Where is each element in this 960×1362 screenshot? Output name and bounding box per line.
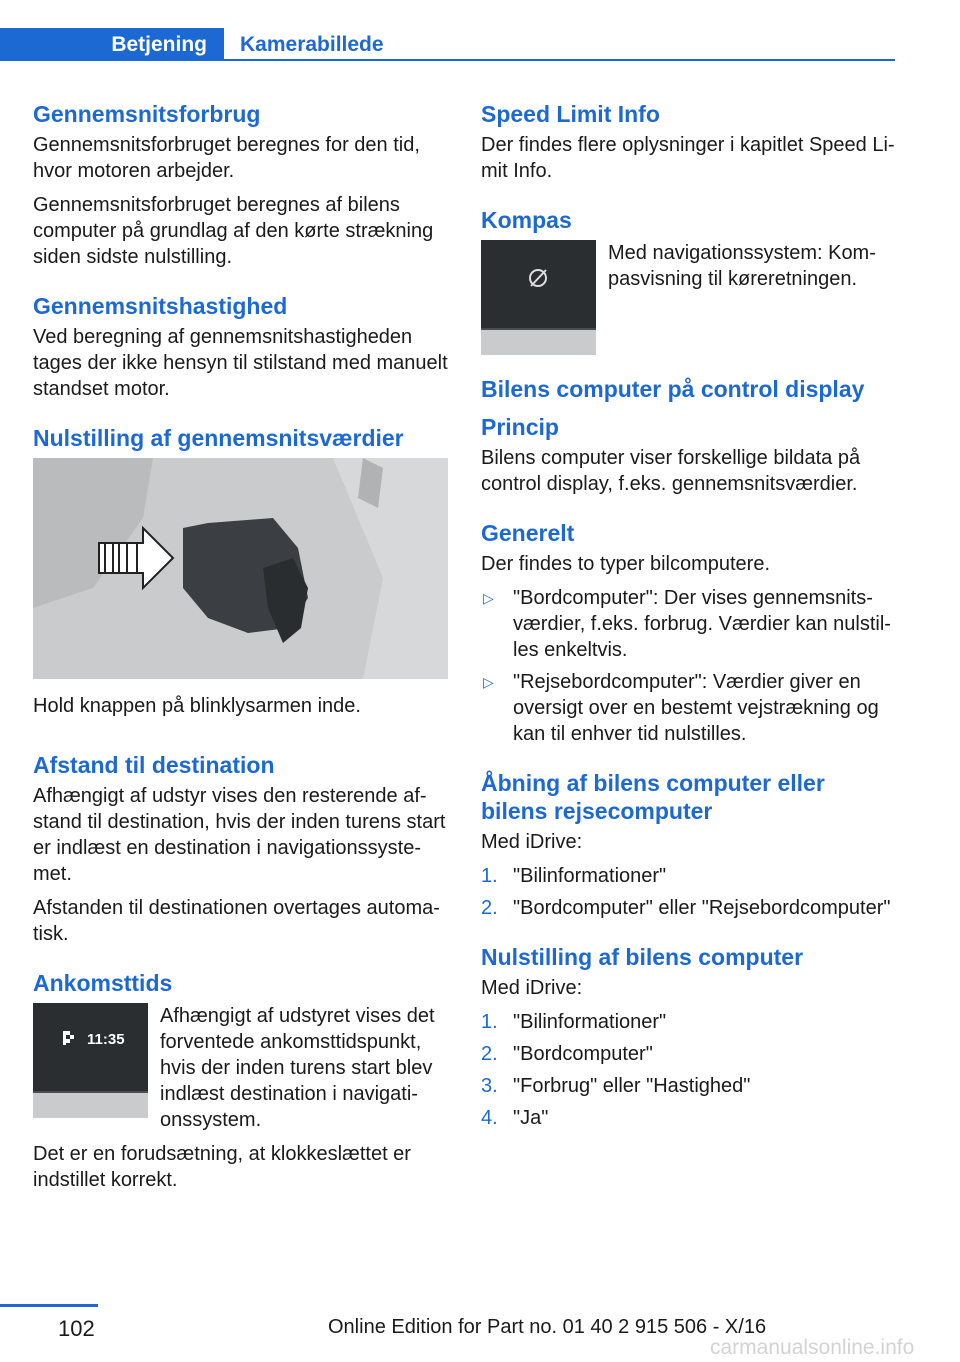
tab-kamerabillede[interactable]: Kamerabillede	[240, 33, 384, 56]
header-rule	[224, 59, 895, 61]
heading-reset-avg: Nulstilling af gennemsnitsværdier	[33, 425, 404, 451]
general-list	[481, 585, 895, 747]
heading-avg-speed: Gennemsnitshastighed	[33, 293, 288, 319]
turn-signal-lever-illustration	[33, 458, 448, 679]
text-distance-1: Afhængigt af udstyr vises den resterende afstand til destination, hvis der inden turens start er indlæst en destination i navigationssystemet.	[33, 785, 446, 885]
list-item: 1. "Bilinformationer"	[481, 865, 667, 887]
text-hold-button: Hold knappen på blinklysarmen inde.	[33, 695, 361, 717]
page-number: 102	[58, 1316, 95, 1341]
heading-general: Generelt	[481, 520, 575, 546]
edition-text: Online Edition for Part no. 01 40 2 915 506 - X/16	[328, 1316, 767, 1338]
heading-avg-consumption: Gennemsnitsforbrug	[33, 101, 261, 127]
text-avg-consumption-1: Gennemsnitsforbruget beregnes for den tid, hvor motoren arbejder.	[33, 134, 420, 182]
text-avg-consumption-2: Gennemsnitsforbruget beregnes af bilens computer på grundlag af den kørte strækning siden sidste nulstilling.	[33, 194, 434, 268]
text-avg-speed: Ved beregning af gennemsnitshastigheden tages der ikke hensyn til stilstand med manuelt standset motor.	[33, 326, 448, 400]
text-principle: Bilens computer viser forskellige bildata på control display, f.eks. gennemsnitsværdier.	[481, 447, 861, 495]
arrival-time: 11:35	[87, 1031, 125, 1048]
text-open-idrive: Med iDrive:	[481, 831, 583, 853]
header-tabs	[0, 28, 895, 61]
text-arrival-2: Det er en forudsætning, at klokkeslættet er indstillet korrekt.	[33, 1143, 411, 1191]
footer-rule	[0, 1304, 98, 1307]
list-item: 3. "Forbrug" eller "Hastighed"	[481, 1075, 751, 1097]
triangle-bullet-icon: ▷	[483, 674, 494, 690]
list-item: ▷ "Rejsebordcomputer": Værdier giver en oversigt over en bestemt vejstrækning og kan til enhver tid nulstilles.	[483, 671, 879, 745]
arrival-time-display	[33, 1003, 148, 1118]
heading-arrival: Ankomsttids	[33, 970, 173, 996]
right-column	[481, 100, 895, 1139]
heading-compass: Kompas	[481, 207, 572, 233]
tab-betjening[interactable]: Betjening	[0, 28, 224, 61]
list-item: ▷ "Bordcomputer": Der vises gennemsnitsværdier, f.eks. forbrug. Værdier kan nulstilles enkeltvis.	[483, 587, 891, 661]
text-reset-idrive: Med iDrive:	[481, 977, 583, 999]
triangle-bullet-icon: ▷	[483, 590, 494, 606]
text-speed-limit: Der findes flere oplysninger i kapitlet Speed Limit Info.	[481, 134, 895, 182]
reset-steps-list	[481, 1009, 895, 1131]
text-distance-2: Afstanden til destinationen overtages automatisk.	[33, 897, 440, 945]
heading-speed-limit: Speed Limit Info	[481, 101, 660, 127]
heading-principle: Princip	[481, 414, 559, 440]
list-item: 4. "Ja"	[481, 1107, 549, 1129]
compass-block	[481, 240, 895, 355]
arrival-block	[33, 1003, 448, 1133]
list-item: 2. "Bordcomputer" eller "Rejsebordcomputer"	[481, 897, 891, 919]
left-column	[33, 100, 448, 1201]
list-item: 2. "Bordcomputer"	[481, 1043, 653, 1065]
heading-distance: Afstand til destination	[33, 752, 275, 778]
text-compass: Med navigationssystem: Kompasvisning til køreretningen.	[608, 242, 876, 290]
compass-display	[481, 240, 596, 355]
open-steps-list	[481, 863, 895, 921]
text-general: Der findes to typer bilcomputere.	[481, 553, 771, 575]
watermark: carmanualsonline.info	[710, 1336, 915, 1359]
heading-reset-computer: Nulstilling af bilens computer	[481, 944, 804, 970]
list-item: 1. "Bilinformationer"	[481, 1011, 667, 1033]
text-arrival-1: Afhængigt af udstyret vises det forventede ankomsttidspunkt, hvis der inden turens start blev indlæst destination i navigationssystem.	[160, 1005, 435, 1131]
heading-computer: Bilens computer på control display	[481, 376, 865, 402]
lever-drawing	[33, 458, 448, 679]
heading-open-computer: Åbning af bilens computer eller bilens rejsecomputer	[481, 770, 825, 824]
